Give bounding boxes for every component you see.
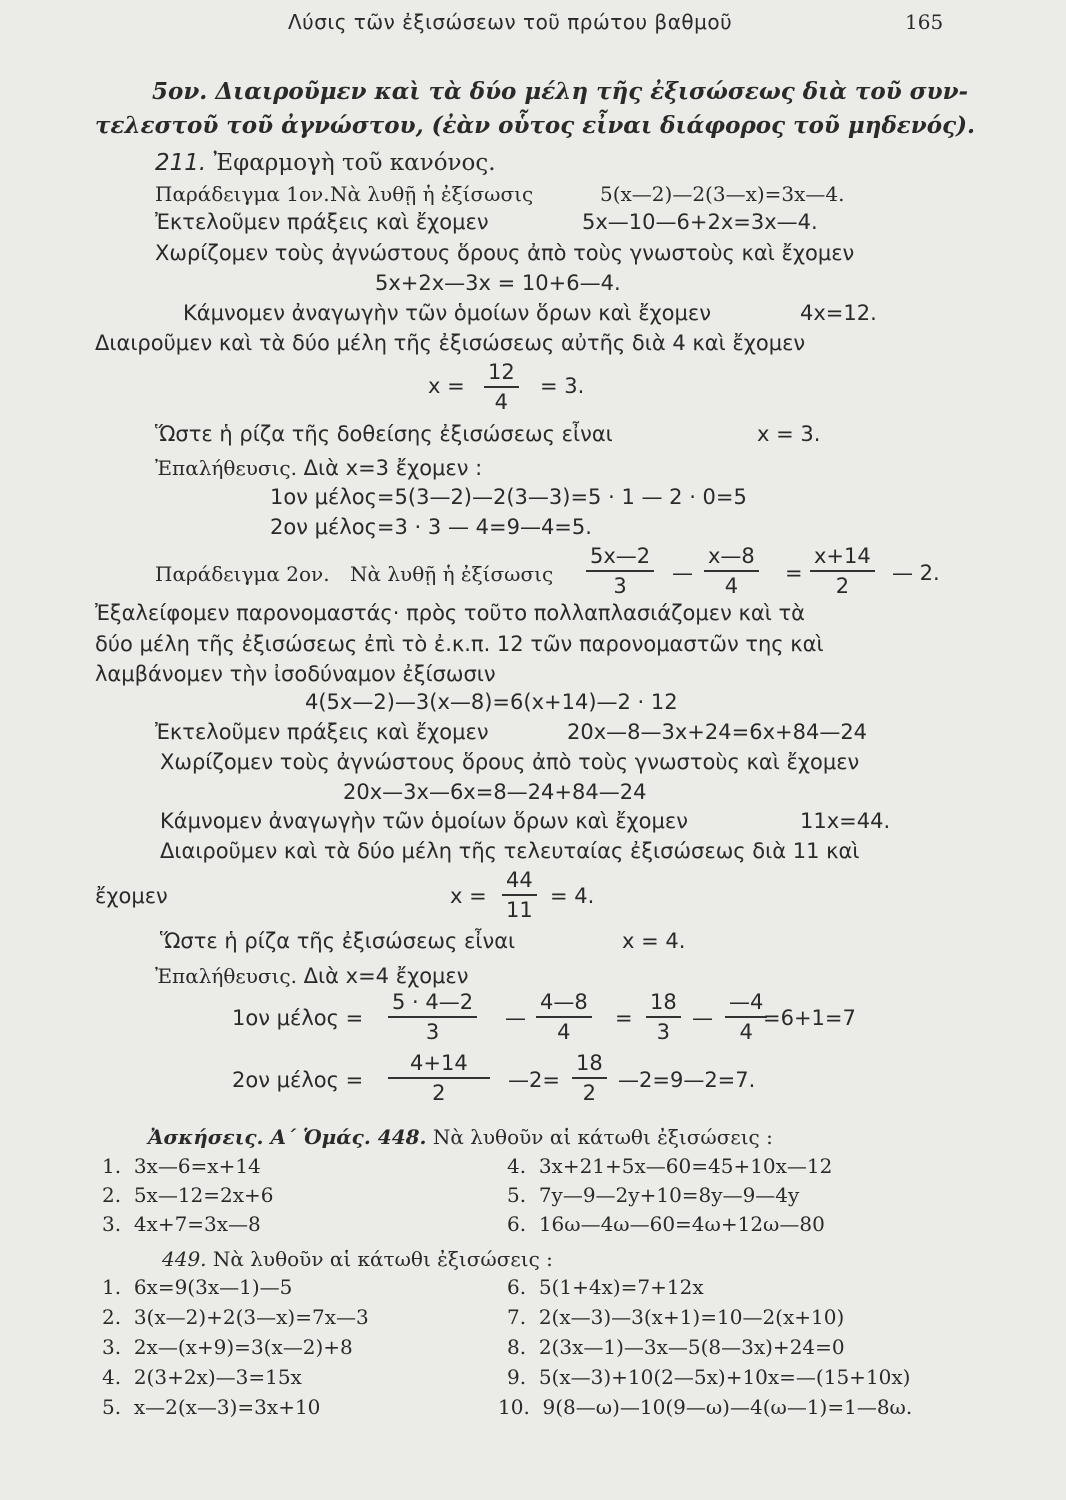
ex2-fraction-2 [704, 546, 759, 597]
ex2-step4-continuation: ἔχομεν [95, 884, 168, 908]
item-equation: 3(x—2)+2(3—x)=7x—3 [133, 1305, 369, 1329]
ex1-check-member-2: 2ον μέλος=3 · 3 — 4=9—4=5. [270, 515, 592, 539]
ex1-x-rhs: = 3. [540, 374, 585, 398]
exercises-heading-italic: Ἀσκήσεις. Α΄ Ὁμάς. 448. [148, 1125, 427, 1149]
ex2-m2-fraction-1 [388, 1053, 490, 1104]
exercises-449-heading [162, 1249, 553, 1269]
ex2-m2-middle: —2= [508, 1068, 560, 1092]
section-211-heading [155, 152, 496, 175]
item-number: 10. [498, 1395, 530, 1419]
ex2-x-rhs: = 4. [550, 884, 595, 908]
ex2-step1-text: Ἐκτελοῦμεν πράξεις καὶ ἔχομεν [155, 720, 489, 744]
ex1-check-line [155, 458, 482, 479]
item-equation: 2(3x—1)—3x—5(8—3x)+24=0 [538, 1335, 845, 1359]
list-item [498, 1397, 912, 1417]
exercises-449-number: 449. [162, 1247, 207, 1271]
fraction-numerator: —4 [725, 992, 767, 1018]
item-equation: 3x+21+5x—60=45+10x—12 [538, 1154, 833, 1178]
page-number: 165 [905, 10, 944, 34]
exercises-449-text: Νὰ λυθοῦν αἱ κάτωθι ἐξισώσεις : [212, 1247, 553, 1271]
exercises-448-heading [148, 1127, 773, 1147]
item-number: 1. [102, 1154, 122, 1178]
item-number: 5. [102, 1395, 122, 1419]
ex2-member-1-label: 1ον μέλος = [232, 1006, 364, 1030]
item-number: 6. [507, 1212, 527, 1236]
list-item [102, 1156, 261, 1176]
item-number: 6. [507, 1275, 527, 1299]
item-number: 4. [507, 1154, 527, 1178]
ex2-step3-text: Κάμνομεν ἀναγωγὴν τῶν ὁμοίων ὅρων καὶ ἔχομεν [160, 809, 688, 833]
ex2-equivalent-equation: 4(5x—2)—3(x—8)=6(x+14)—2 · 12 [305, 690, 678, 714]
item-number: 9. [507, 1365, 527, 1389]
fraction-numerator: 44 [502, 870, 537, 896]
ex2-m2-fraction-2 [572, 1053, 607, 1104]
ex2-paragraph-line-2: δύο μέλη τῆς ἐξισώσεως ἐπὶ τὸ ἐ.κ.π. 12 τῶν παρονομαστῶν της καὶ [95, 632, 824, 656]
item-equation: 5(1+4x)=7+12x [538, 1275, 704, 1299]
check-text: Διὰ x=4 ἔχομεν [303, 964, 469, 988]
list-item [507, 1277, 704, 1297]
check-text: Διὰ x=3 ἔχομεν : [303, 456, 483, 480]
example-2-prompt: Νὰ λυθῇ ἡ ἐξίσωσις [350, 562, 554, 586]
item-number: 5. [507, 1183, 527, 1207]
ex2-tail: — 2. [892, 561, 940, 585]
ex2-check-line [155, 966, 469, 987]
running-title: Λύσις τῶν ἐξισώσεων τοῦ πρώτου βαθμοῦ [288, 10, 733, 34]
ex2-fraction-1 [586, 546, 654, 597]
ex2-fraction-3 [810, 546, 875, 597]
list-item [102, 1277, 292, 1297]
item-equation: 2x—(x+9)=3(x—2)+8 [133, 1335, 353, 1359]
ex2-m1-fraction-2 [536, 992, 592, 1043]
item-equation: 5x—12=2x+6 [133, 1183, 274, 1207]
ex2-m1-equals: = [615, 1006, 633, 1030]
ex2-member-2-label: 2ον μέλος = [232, 1068, 364, 1092]
item-equation: 4x+7=3x—8 [133, 1212, 261, 1236]
item-equation: 7y—9—2y+10=8y—9—4y [538, 1183, 800, 1207]
list-item [102, 1337, 353, 1357]
ex1-step1-text: Ἐκτελοῦμεν πράξεις καὶ ἔχομεν [155, 210, 489, 234]
ex2-m1-fraction-1 [388, 992, 477, 1043]
ex1-step1-eq: 5x—10—6+2x=3x—4. [582, 210, 818, 234]
fraction-denominator: 2 [432, 1081, 446, 1105]
example-2-label: Παράδειγμα 2ον. [155, 562, 330, 586]
item-number: 3. [102, 1212, 122, 1236]
ex1-step2-eq: 5x+2x—3x = 10+6—4. [375, 271, 621, 295]
list-item [102, 1185, 274, 1205]
fraction-numerator: 18 [646, 992, 681, 1018]
fraction-denominator: 3 [656, 1020, 671, 1044]
example-1-prompt: Νὰ λυθῇ ἡ ἐξίσωσις [330, 182, 534, 206]
ex1-step4-text: Διαιροῦμεν καὶ τὰ δύο μέλη τῆς ἐξισώσεως αὐτῆς διὰ 4 καὶ ἔχομεν [95, 331, 806, 355]
fraction-denominator: 2 [835, 574, 850, 598]
section-number: 211. [155, 150, 207, 176]
list-item [507, 1307, 844, 1327]
ex1-step3-text: Κάμνομεν ἀναγωγὴν τῶν ὁμοίων ὅρων καὶ ἔχομεν [183, 301, 711, 325]
item-equation: x—2(x—3)=3x+10 [133, 1395, 321, 1419]
ex2-m1-minus-2: — [692, 1006, 713, 1030]
item-number: 4. [102, 1365, 122, 1389]
ex2-paragraph-line-1: Ἐξαλείφομεν παρονομαστάς· πρὸς τοῦτο πολλαπλασιάζομεν καὶ τὰ [95, 601, 805, 625]
fraction-numerator: 18 [572, 1053, 607, 1079]
list-item [102, 1397, 320, 1417]
item-number: 3. [102, 1335, 122, 1359]
item-equation: 3x—6=x+14 [133, 1154, 261, 1178]
ex2-fraction-result [502, 870, 537, 921]
fraction-numerator: 5x—2 [586, 546, 654, 572]
ex2-m1-tail: =6+1=7 [763, 1006, 856, 1030]
ex1-check-member-1: 1ον μέλος=5(3—2)—2(3—3)=5 · 1 — 2 · 0=5 [270, 485, 747, 509]
list-item [507, 1367, 910, 1387]
list-item [507, 1214, 825, 1234]
rule-5-line-2: τελεστοῦ τοῦ ἀγνώστου, (ἐὰν οὗτος εἶναι διάφορος τοῦ μηδενός). [95, 112, 975, 139]
list-item [507, 1156, 832, 1176]
item-number: 8. [507, 1335, 527, 1359]
fraction-denominator: 3 [425, 1020, 440, 1044]
item-equation: 2(x—3)—3(x+1)=10—2(x+10) [538, 1305, 845, 1329]
ex2-m1-minus-1: — [505, 1006, 526, 1030]
list-item [507, 1185, 799, 1205]
fraction-denominator: 4 [739, 1020, 753, 1044]
item-equation: 9(8—ω)—10(9—ω)—4(ω—1)=1—8ω. [542, 1395, 913, 1419]
item-equation: 6x=9(3x—1)—5 [133, 1275, 293, 1299]
exercises-heading-text: Νὰ λυθοῦν αἱ κάτωθι ἐξισώσεις : [432, 1125, 773, 1149]
ex2-m1-fraction-3 [646, 992, 681, 1043]
ex2-m2-tail: —2=9—2=7. [618, 1068, 756, 1092]
ex2-step4-text: Διαιροῦμεν καὶ τὰ δύο μέλη τῆς τελευταίας ἐξισώσεως διὰ 11 καὶ [160, 839, 860, 863]
fraction-denominator: 4 [557, 1020, 571, 1044]
fraction-denominator: 4 [494, 390, 509, 414]
list-item [102, 1307, 369, 1327]
ex1-root-eq: x = 3. [757, 422, 821, 446]
ex2-step1-eq: 20x—8—3x+24=6x+84—24 [567, 720, 868, 744]
example-1-equation: 5(x—2)—2(3—x)=3x—4. [600, 182, 845, 206]
fraction-denominator: 3 [613, 574, 627, 598]
ex2-equals: = [785, 561, 803, 585]
ex2-paragraph-line-3: λαμβάνομεν τὴν ἰσοδύναμον ἐξίσωσιν [95, 662, 496, 686]
item-number: 2. [102, 1183, 122, 1207]
list-item [102, 1367, 302, 1387]
item-equation: 2(3+2x)—3=15x [133, 1365, 302, 1389]
fraction-numerator: 4+14 [388, 1053, 490, 1079]
fraction-numerator: 12 [484, 362, 519, 388]
item-number: 2. [102, 1305, 122, 1329]
list-item [507, 1337, 845, 1357]
fraction-numerator: x+14 [810, 546, 875, 572]
item-number: 7. [507, 1305, 527, 1329]
ex2-minus: — [672, 561, 693, 585]
ex2-root-eq: x = 4. [622, 929, 686, 953]
check-label: Ἐπαλήθευσις. [155, 456, 297, 480]
rule-5-line-1: 5ον. Διαιροῦμεν καὶ τὰ δύο μέλη τῆς ἐξισώσεως διὰ τοῦ συν- [152, 78, 969, 105]
item-equation: 16ω—4ω—60=4ω+12ω—80 [538, 1212, 825, 1236]
check-label: Ἐπαλήθευσις. [155, 964, 297, 988]
ex1-step3-eq: 4x=12. [800, 301, 877, 325]
ex1-root-text: Ὥστε ἡ ρίζα τῆς δοθείσης ἐξισώσεως εἶναι [155, 422, 613, 446]
fraction-denominator: 2 [582, 1081, 597, 1105]
fraction-numerator: x—8 [704, 546, 759, 572]
ex2-step3-eq: 11x=44. [800, 809, 891, 833]
ex2-m1-fraction-4 [725, 992, 767, 1043]
fraction-denominator: 11 [506, 898, 533, 922]
ex2-x-lhs: x = [450, 884, 487, 908]
list-item [102, 1214, 261, 1234]
ex1-x-lhs: x = [428, 374, 465, 398]
ex2-root-text: Ὥστε ἡ ρίζα τῆς ἐξισώσεως εἶναι [160, 929, 516, 953]
section-title: Ἐφαρμογὴ τοῦ κανόνος. [213, 150, 496, 176]
item-equation: 5(x—3)+10(2—5x)+10x=—(15+10x) [538, 1365, 911, 1389]
fraction-numerator: 4—8 [536, 992, 592, 1018]
item-number: 1. [102, 1275, 122, 1299]
ex2-step2-eq: 20x—3x—6x=8—24+84—24 [343, 780, 647, 804]
ex1-step2-text: Χωρίζομεν τοὺς ἀγνώστους ὅρους ἀπὸ τοὺς γνωστοὺς καὶ ἔχομεν [155, 241, 855, 265]
ex1-fraction [484, 362, 519, 413]
fraction-numerator: 5 · 4—2 [388, 992, 477, 1018]
fraction-denominator: 4 [724, 574, 739, 598]
ex2-step2-text: Χωρίζομεν τοὺς ἀγνώστους ὅρους ἀπὸ τοὺς γνωστοὺς καὶ ἔχομεν [160, 750, 860, 774]
example-1-label: Παράδειγμα 1ον. [155, 182, 330, 206]
